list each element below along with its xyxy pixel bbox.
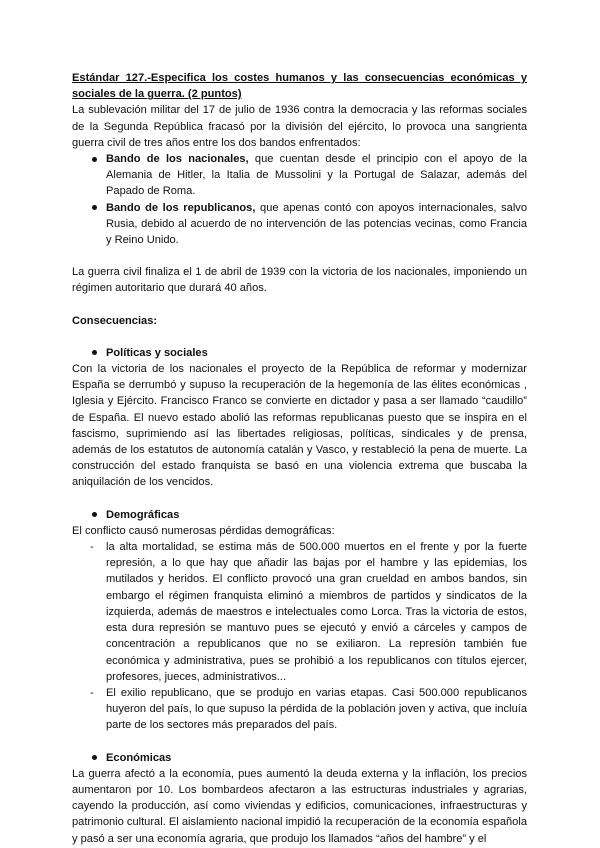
intro-paragraph: La sublevación militar del 17 de julio de 1936 contra la democracia y las reformas sociales de la Segunda República fracasó por la división del ejército, lo provoca una sangrienta guerra civil de tres años entre los dos bandos enfrentados: [72,104,527,149]
demograficas-list [72,539,527,733]
section-heading-economicas: Económicas [72,750,527,766]
section-heading-demograficas: Demográficas [72,507,527,523]
document-page [72,70,527,847]
bando-name: Bando de los nacionales, [106,153,249,166]
list-item: - la alta mortalidad, se estima más de 500.000 muertos en el frente y por la fuerte represión, a lo que hay que añadir las bajas por el hambre y las epidemias, los mutilados y heridos. El conflicto provocó una gran crueldad en ambos bandos, sin embargo el régimen franquista eliminó a miembros de partidos y sindicatos de la izquierda, además de maestros e intelectuales como Lorca. Tras la victoria de estos, esta dura represión se mantuvo pues se ejecutó y envió a cárceles y campos de concentración a republicanos que no se exiliaron. La represión también fue económica y administrativa, pues se prohibió a los republicanos con títulos ejercer, profesores, jueces, administrativos... [72,539,527,685]
document-title: Estándar 127.-Especifica los costes humanos y las consecuencias económicas y sociales de la guerra. (2 puntos) [72,72,527,101]
economicas-paragraph: La guerra afectó a la economía, pues aumentó la deuda externa y la inflación, los precios aumentaron por 10. Los bombardeos afectaron a las estructuras industriales y agrarias, cayendo la producción, así como viviendas y edificios, comunicaciones, infraestructuras y patrimonio cultural. El aislamiento nacional impidió la recuperación de la economía española y pasó a ser una economía agraria, que produjo los llamados “años del hambre” y el [72,767,527,845]
bando-name: Bando de los republicanos, [106,201,256,214]
bando-text: que apenas contó con apoyos internacionales, salvo Rusia, debido al acuerdo de no intervención de las potencias vecinas, como Francia y Reino Unido. [106,201,527,247]
final-paragraph: La guerra civil finaliza el 1 de abril de 1939 con la victoria de los nacionales, imponiendo un régimen autoritario que durará 40 años. [72,266,527,295]
section-heading-politicas: Políticas y sociales [72,345,527,361]
politicas-paragraph: Con la victoria de los nacionales el proyecto de la República de reformar y modernizar España se derrumbó y supuso la recuperación de la hegemonía de las élites económicas , Iglesia y Ejército. Francisco Franco se convierte en dictador y pasa a ser llamado “caudillo” de España. El nuevo estado abolió las reformas republicanas puesto que se inspira en el fascismo, suprimiendo así las libertades religiosas, políticas, sindicales y de prensa, además de los estatutos de autonomía catalán y Vasco, y restableció la pena de muerte. La construcción del estado franquista se basó en una violencia extrema que buscaba la aniquilación de los vencidos. [72,363,527,489]
consequences-heading: Consecuencias: [72,314,158,327]
list-item [72,151,527,200]
bando-text: que cuentan desde el principio con el apoyo de la Alemania de Hitler, la Italia de Mussolini y la Portugal de Salazar, además del Papado de Roma. [106,153,527,198]
list-item [72,200,527,249]
list-item: - El exilio republicano, que se produjo en varias etapas. Casi 500.000 republicanos huyeron del país, lo que supuso la pérdida de la población joven y activa, que incluía parte de los sectores más preparados del país. [72,685,527,734]
demograficas-intro: El conflicto causó numerosas pérdidas demográficas: [72,524,335,537]
bandos-list [72,151,527,248]
